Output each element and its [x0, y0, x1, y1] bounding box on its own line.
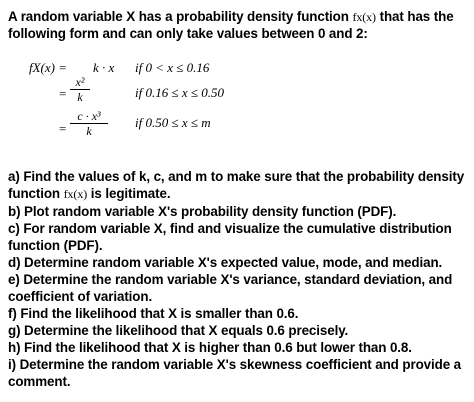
intro-paragraph — [8, 9, 468, 43]
pdf-case2-denominator: k — [77, 90, 83, 104]
question-h: h) Find the likelihood that X is higher than 0.6 but lower than 0.8. — [8, 340, 412, 355]
pdf-case2-equals: = — [59, 86, 67, 101]
question-g: g) Determine the likelihood that X equals 0.6 precisely. — [8, 323, 349, 338]
question-e: e) Determine the random variable X's variance, standard deviation, and coefficient of variation. — [8, 272, 453, 304]
question-i: i) Determine the random variable X's skewness coefficient and provide a comment. — [8, 357, 462, 389]
question-f: f) Find the likelihood that X is smaller than 0.6. — [8, 306, 299, 321]
pdf-case2-numerator: x² — [75, 75, 85, 89]
pdf-case3-fraction — [70, 110, 108, 137]
pdf-lhs: fX(x) = — [29, 60, 68, 75]
fx-inline-symbol: fx(x) — [352, 10, 376, 24]
question-a: a) Find the values of k, c, and m to make sure that the probability density function fx(x) is legitimate. — [8, 169, 465, 201]
pdf-case3-equals: = — [59, 121, 67, 136]
pdf-case2-fraction — [70, 76, 90, 103]
pdf-case3-denominator: k — [86, 124, 92, 138]
pdf-case3-numerator: c · x³ — [77, 109, 101, 123]
question-b: b) Plot random variable X's probability density function (PDF). — [8, 204, 397, 219]
pdf-case3-condition: if 0.50 ≤ x ≤ m — [135, 115, 211, 130]
question-d: d) Determine random variable X's expected value, mode, and median. — [8, 255, 443, 270]
questions-list — [8, 168, 470, 390]
pdf-case1-condition: if 0 < x ≤ 0.16 — [135, 60, 210, 75]
pdf-case1-expression: k · x — [93, 60, 115, 75]
intro-text-part2: that has the following form and can only take values between 0 and 2: — [8, 9, 454, 41]
intro-text-part1: A random variable X has a probability density function — [8, 9, 349, 24]
fx-inline-symbol: fx(x) — [63, 187, 88, 201]
question-c: c) For random variable X, find and visualize the cumulative distribution function (PDF). — [8, 221, 452, 253]
pdf-case2-condition: if 0.16 ≤ x ≤ 0.50 — [135, 85, 225, 100]
